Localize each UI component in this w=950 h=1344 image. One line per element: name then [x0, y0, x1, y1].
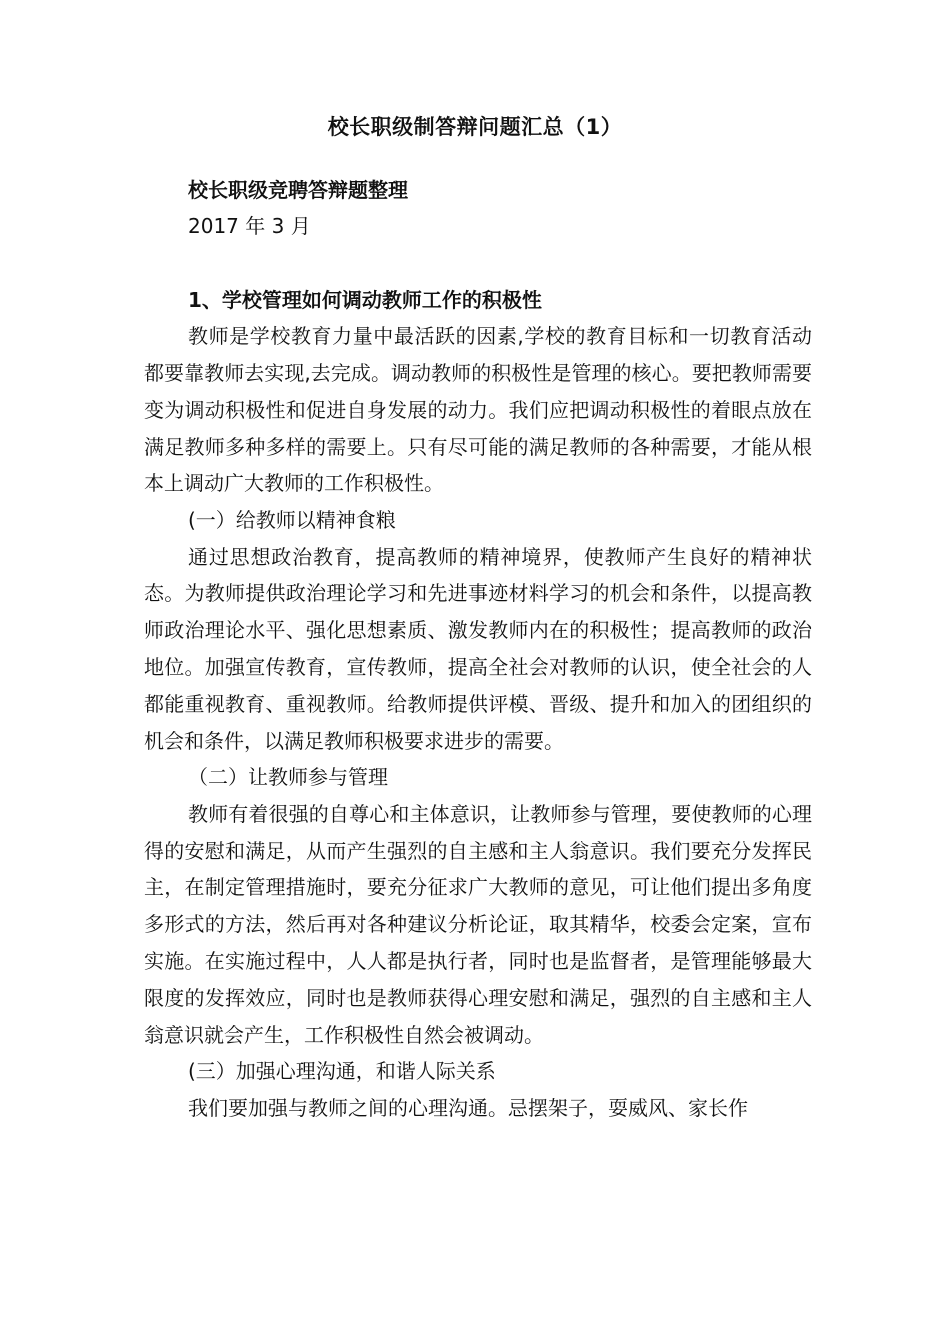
section-intro-paragraph: 教师是学校教育力量中最活跃的因素,学校的教育目标和一切教育活动都要靠教师去实现,去完成。调动教师的积极性是管理的核心。要把教师需要变为调动积极性和促进自身发展的动力。我们应把调动积极性的着眼点放在满足教师多种多样的需要上。只有尽可能的满足教师的各种需要，才能从根本上调动广大教师的工作积极性。 [144, 324, 812, 496]
section-heading: 1、学校管理如何调动教师工作的积极性 [188, 287, 542, 312]
document-body [144, 172, 812, 1126]
document-date: 2017 年 3 月 [188, 214, 311, 239]
subsection-paragraph-1: 通过思想政治教育，提高教师的精神境界，使教师产生良好的精神状态。为教师提供政治理论学习和先进事迹材料学习的机会和条件，以提高教师政治理论水平、强化思想素质、激发教师内在的积极性；提高教师的政治地位。加强宣传教育，宣传教师，提高全社会对教师的认识，使全社会的人都能重视教育、重视教师。给教师提供评模、晋级、提升和加入的团组织的机会和条件，以满足教师积极要求进步的需要。 [144, 544, 812, 753]
subsection-paragraph-2: 教师有着很强的自尊心和主体意识，让教师参与管理，要使教师的心理得的安慰和满足，从而产生强烈的自主感和主人翁意识。我们要充分发挥民主，在制定管理措施时，要充分征求广大教师的意见，可让他们提出多角度多形式的方法，然后再对各种建议分析论证，取其精华，校委会定案，宣布实施。在实施过程中，人人都是执行者，同时也是监督者，是管理能够最大限度的发挥效应，同时也是教师获得心理安慰和满足，强烈的自主感和主人翁意识就会产生，工作积极性自然会被调动。 [144, 801, 812, 1047]
document-title: 校长职级制答辩问题汇总（1） [327, 115, 623, 139]
subsection-paragraph-3: 我们要加强与教师之间的心理沟通。忌摆架子，耍威风、家长作 [188, 1095, 748, 1120]
blank-line [144, 245, 812, 282]
subsection-heading-3: (三）加强心理沟通，和谐人际关系 [188, 1059, 496, 1084]
document-subtitle: 校长职级竞聘答辩题整理 [188, 178, 408, 202]
subsection-heading-1: (一）给教师以精神食粮 [188, 508, 396, 533]
subsection-heading-2: （二）让教师参与管理 [188, 765, 388, 790]
